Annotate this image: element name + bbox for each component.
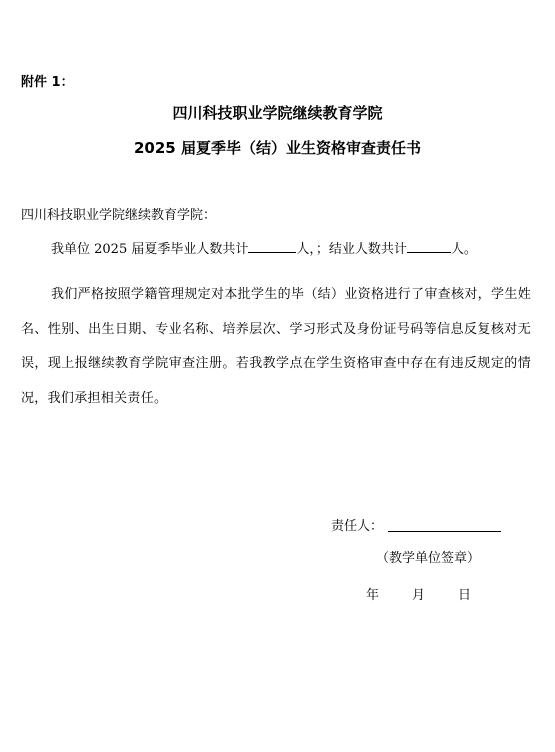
graduate-count-text: 我单位 2025 届夏季毕业人数共计: [51, 242, 249, 257]
date-day: 日: [458, 588, 472, 603]
completion-count-text: 人，；结业人数共计: [296, 242, 407, 257]
completion-count-blank: [407, 240, 451, 253]
paragraph-end-text: 人。: [450, 242, 477, 257]
graduate-count-blank: [248, 240, 296, 253]
stamp-note: （教学单位签章）: [376, 551, 481, 566]
date-month: 月: [412, 588, 426, 603]
graduate-count-paragraph: [51, 240, 477, 260]
signature-line: [388, 531, 501, 532]
salutation: 四川科技职业学院继续教育学院：: [21, 208, 217, 223]
document-title-line1: 四川科技职业学院继续教育学院: [172, 104, 383, 122]
signature-label: 责任人：: [331, 519, 384, 534]
responsibility-paragraph: 我们严格按照学籍管理规定对本批学生的毕（结）业资格进行了审查核对，学生姓名、性别、出生日期、专业名称、培养层次、学习形式及身份证号码等信息反复核对无误，现上报继续教育学院审查注册。若我教学点在学生资格审查中存在有违反规定的情况，我们承担相关责任。: [21, 287, 531, 406]
document-title-line2: 2025 届夏季毕（结）业生资格审查责任书: [134, 139, 421, 157]
date-year: 年: [366, 588, 380, 603]
attachment-label: 附件 1：: [21, 75, 74, 90]
